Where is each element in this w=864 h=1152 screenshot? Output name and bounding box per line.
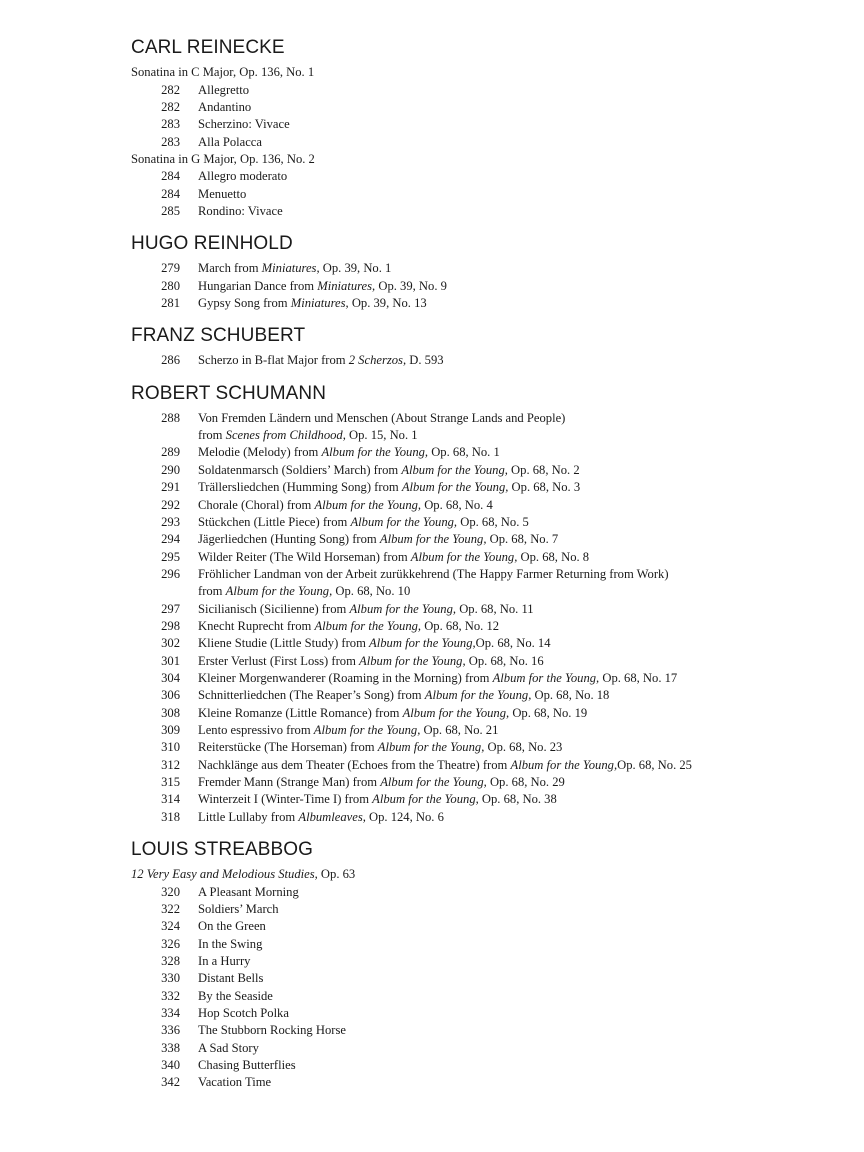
toc-entry bbox=[131, 531, 831, 548]
entry-title bbox=[198, 583, 410, 600]
page-number: 283 bbox=[161, 117, 180, 132]
title-text: Gypsy Song from bbox=[198, 296, 291, 311]
opus-number: Op. 39, No. 9 bbox=[375, 278, 447, 293]
opus-number: Op. 68, No. 25 bbox=[617, 757, 692, 772]
composer-section bbox=[131, 232, 831, 312]
toc-entry bbox=[131, 1074, 831, 1091]
title-text: Stückchen (Little Piece) from bbox=[198, 514, 351, 529]
entry-title: Chasing Butterflies bbox=[198, 1057, 296, 1072]
composer-name: ROBERT SCHUMANN bbox=[131, 382, 327, 404]
opus-number: Op. 68, No. 1 bbox=[428, 445, 500, 460]
source-work: Album for the Young, bbox=[314, 497, 422, 512]
source-work: Album for the Young, bbox=[313, 722, 421, 737]
page-number: 334 bbox=[161, 1005, 180, 1020]
page-number: 286 bbox=[161, 353, 180, 368]
entry-title bbox=[198, 791, 557, 808]
page-number: 336 bbox=[161, 1023, 180, 1038]
entry-title bbox=[198, 722, 498, 739]
toc-entry bbox=[131, 186, 831, 203]
toc-entry bbox=[131, 936, 831, 953]
opus-number: Op. 68, No. 21 bbox=[420, 722, 499, 737]
entry-title bbox=[198, 653, 544, 670]
page-number: 289 bbox=[161, 445, 180, 460]
entry-title: A Pleasant Morning bbox=[198, 884, 299, 899]
page-number: 298 bbox=[161, 618, 180, 633]
entry-title: Menuetto bbox=[198, 186, 247, 201]
opus-number: Op. 68, No. 14 bbox=[475, 636, 551, 651]
toc-entry bbox=[131, 953, 831, 970]
page-number: 282 bbox=[161, 99, 180, 114]
opus-number: Op. 15, No. 1 bbox=[345, 428, 418, 443]
page-number: 328 bbox=[161, 953, 180, 968]
source-work: Album for the Young, bbox=[369, 636, 476, 651]
entry-title bbox=[198, 444, 500, 461]
toc-entry bbox=[131, 352, 831, 369]
entry-title bbox=[198, 601, 534, 618]
title-text: Lento espressivo from bbox=[198, 722, 314, 737]
title-text: Knecht Ruprecht from bbox=[198, 618, 315, 633]
toc-entry bbox=[131, 601, 831, 618]
opus-number: Op. 124, No. 6 bbox=[365, 809, 444, 824]
toc-entry bbox=[131, 479, 831, 496]
entry-title: Scherzino: Vivace bbox=[198, 117, 290, 132]
title-text: March from bbox=[198, 261, 262, 276]
entry-title: The Stubborn Rocking Horse bbox=[198, 1023, 346, 1038]
toc-entry bbox=[131, 168, 831, 185]
source-work: Albumleaves, bbox=[298, 809, 366, 824]
composer-name: FRANZ SCHUBERT bbox=[131, 325, 306, 347]
opus-number: Op. 68, No. 8 bbox=[517, 549, 590, 564]
page-number: 302 bbox=[161, 636, 180, 651]
composer-section bbox=[131, 36, 831, 220]
toc-entry bbox=[131, 278, 831, 295]
opus-number: Op. 68, No. 19 bbox=[509, 705, 588, 720]
composer-section bbox=[131, 838, 831, 1092]
page-number: 315 bbox=[161, 775, 180, 789]
page-number: 330 bbox=[161, 971, 180, 986]
title-text: Schnitterliedchen (The Reaper’s Song) from bbox=[198, 688, 425, 703]
title-text: Kleine Romanze (Little Romance) from bbox=[198, 705, 403, 720]
composer-name: CARL REINECKE bbox=[131, 37, 285, 58]
opus-number: Op. 68, No. 2 bbox=[507, 462, 580, 477]
entry-title: In the Swing bbox=[198, 936, 263, 951]
opus-number: D. 593 bbox=[406, 353, 444, 368]
work-title: Sonatina in G Major, Op. 136, No. 2 bbox=[131, 151, 315, 166]
toc-entry bbox=[131, 791, 831, 808]
title-text: Sicilianisch (Sicilienne) from bbox=[198, 601, 350, 616]
opus-number: Op. 68, No. 12 bbox=[421, 618, 500, 633]
source-work: Miniatures, bbox=[317, 278, 376, 293]
source-work: Miniatures, bbox=[261, 261, 320, 276]
title-text: Scherzo in B-flat Major from bbox=[198, 353, 349, 368]
page-number: 288 bbox=[161, 410, 180, 425]
toc-entry bbox=[131, 988, 831, 1005]
source-work: Scenes from Childhood, bbox=[225, 428, 346, 443]
entry-continuation bbox=[131, 427, 831, 444]
source-work: Album for the Young, bbox=[424, 688, 532, 703]
entry-title bbox=[198, 774, 565, 791]
toc-entry bbox=[131, 722, 831, 739]
page-number: 322 bbox=[161, 901, 180, 916]
opus-number: Op. 68, No. 18 bbox=[531, 688, 610, 703]
entry-title bbox=[198, 618, 499, 635]
source-work: Miniatures, bbox=[290, 296, 349, 311]
entry-title: By the Seaside bbox=[198, 988, 273, 1003]
toc-entry bbox=[131, 774, 831, 791]
entry-continuation bbox=[131, 583, 831, 600]
toc-entry bbox=[131, 618, 831, 635]
title-text: Soldatenmarsch (Soldiers’ March) from bbox=[198, 462, 402, 477]
entry-title bbox=[198, 295, 427, 312]
toc-entry bbox=[131, 99, 831, 116]
entry-title: Rondino: Vivace bbox=[198, 204, 283, 219]
source-work: 2 Scherzos, bbox=[348, 353, 407, 368]
work-title: Sonatina in C Major, Op. 136, No. 1 bbox=[131, 65, 315, 79]
entry-title: Allegretto bbox=[198, 82, 250, 97]
opus-number: Op. 68, No. 11 bbox=[456, 601, 534, 616]
title-text: Fremder Mann (Strange Man) from bbox=[198, 775, 381, 789]
toc-entry bbox=[131, 1005, 831, 1022]
page-number: 280 bbox=[161, 278, 180, 293]
page-number: 279 bbox=[161, 261, 180, 276]
title-text: Jägerliedchen (Hunting Song) from bbox=[198, 532, 380, 547]
page-number: 285 bbox=[161, 204, 180, 219]
composer-section bbox=[131, 382, 831, 826]
opus-number: Op. 39, No. 13 bbox=[348, 296, 427, 311]
opus-number: Op. 68, No. 29 bbox=[486, 775, 565, 789]
title-text: Nachklänge aus dem Theater (Echoes from the Theatre) from bbox=[198, 757, 511, 772]
page-number: 293 bbox=[161, 514, 180, 529]
toc-entry bbox=[131, 566, 831, 583]
title-text: Erster Verlust (First Loss) from bbox=[198, 653, 360, 668]
toc-entry bbox=[131, 1022, 831, 1039]
title-text: Kliene Studie (Little Study) from bbox=[198, 636, 370, 651]
entry-title bbox=[198, 757, 692, 774]
entry-title bbox=[198, 549, 589, 566]
page-number: 292 bbox=[161, 497, 180, 512]
source-work: Album for the Young, bbox=[401, 462, 508, 477]
toc-entry bbox=[131, 970, 831, 987]
title-text: Winterzeit I (Winter-Time I) from bbox=[198, 792, 373, 807]
work-title-opus: Op. 63 bbox=[317, 867, 356, 882]
toc-entry bbox=[131, 1040, 831, 1057]
page-number: 340 bbox=[161, 1057, 180, 1072]
source-work: Album for the Young, bbox=[410, 549, 518, 564]
page-number: 290 bbox=[161, 462, 180, 477]
page-number: 320 bbox=[161, 884, 180, 899]
toc-entry bbox=[131, 635, 831, 652]
entry-title: Andantino bbox=[198, 99, 252, 114]
source-work: Album for the Young, bbox=[350, 514, 458, 529]
title-text: from bbox=[198, 428, 226, 443]
entry-title: A Sad Story bbox=[198, 1040, 259, 1055]
entry-title: Hop Scotch Polka bbox=[198, 1005, 289, 1020]
page-number: 310 bbox=[161, 740, 180, 755]
page-number: 318 bbox=[161, 809, 180, 824]
toc-entry bbox=[131, 295, 831, 312]
opus-number: Op. 68, No. 38 bbox=[478, 792, 557, 807]
entry-title bbox=[198, 809, 444, 826]
entry-title: Vacation Time bbox=[198, 1075, 272, 1090]
entry-title bbox=[198, 462, 580, 479]
toc-entry bbox=[131, 444, 831, 461]
toc-entry bbox=[131, 739, 831, 756]
toc-entry bbox=[131, 260, 831, 277]
page-number: 297 bbox=[161, 601, 180, 616]
work-title-italic: 12 Very Easy and Melodious Studies, bbox=[131, 867, 318, 882]
page-number: 314 bbox=[161, 792, 180, 807]
page-number: 301 bbox=[161, 653, 180, 668]
toc-entry bbox=[131, 687, 831, 704]
title-text: Kleiner Morgenwanderer (Roaming in the Morning) from bbox=[198, 670, 493, 685]
entry-title bbox=[198, 670, 677, 687]
page-number: 338 bbox=[161, 1040, 180, 1055]
page-number: 342 bbox=[161, 1075, 180, 1090]
source-work: Album for the Young, bbox=[359, 653, 466, 668]
source-work: Album for the Young, bbox=[402, 705, 510, 720]
source-work: Album for the Young, bbox=[225, 584, 333, 599]
toc-entry bbox=[131, 705, 831, 722]
opus-number: Op. 68, No. 10 bbox=[332, 584, 411, 599]
toc-entry bbox=[131, 116, 831, 133]
page-number: 294 bbox=[161, 532, 180, 547]
entry-title: Fröhlicher Landman von der Arbeit zurükkehrend (The Happy Farmer Returning from Work) bbox=[198, 566, 669, 581]
source-work: Album for the Young, bbox=[372, 792, 479, 807]
toc-entry bbox=[131, 901, 831, 918]
page-number: 304 bbox=[161, 670, 180, 685]
source-work: Album for the Young, bbox=[321, 445, 429, 460]
toc-entry bbox=[131, 497, 831, 514]
entry-title bbox=[198, 278, 447, 295]
title-text: Little Lullaby from bbox=[198, 809, 299, 824]
entry-title bbox=[198, 352, 444, 369]
opus-number: Op. 68, No. 16 bbox=[465, 653, 544, 668]
composer-name: HUGO REINHOLD bbox=[131, 233, 293, 255]
page-number: 284 bbox=[161, 186, 180, 201]
composer-section bbox=[131, 324, 831, 369]
page-number: 306 bbox=[161, 688, 180, 703]
source-work: Album for the Young, bbox=[510, 757, 618, 772]
toc-entry bbox=[131, 884, 831, 901]
title-text: Reiterstücke (The Horseman) from bbox=[198, 740, 378, 755]
entry-title: On the Green bbox=[198, 919, 266, 934]
page-number: 312 bbox=[161, 757, 180, 772]
source-work: Album for the Young, bbox=[401, 480, 509, 495]
entry-title bbox=[198, 260, 391, 277]
toc-entry bbox=[131, 1057, 831, 1074]
toc-entry bbox=[131, 82, 831, 99]
entry-title bbox=[198, 687, 609, 704]
page-number: 308 bbox=[161, 705, 180, 720]
page-number: 324 bbox=[161, 919, 180, 934]
opus-number: Op. 68, No. 4 bbox=[421, 497, 493, 512]
title-text: Hungarian Dance from bbox=[198, 278, 318, 293]
entry-title: Von Fremden Ländern und Menschen (About Strange Lands and People) bbox=[198, 410, 566, 425]
entry-title bbox=[198, 531, 558, 548]
entry-title bbox=[198, 705, 587, 722]
table-of-contents bbox=[131, 36, 831, 1104]
entry-title: In a Hurry bbox=[198, 953, 251, 968]
toc-entry bbox=[131, 134, 831, 151]
source-work: Album for the Young, bbox=[380, 775, 487, 789]
title-text: from bbox=[198, 584, 226, 599]
toc-entry bbox=[131, 670, 831, 687]
toc-entry bbox=[131, 653, 831, 670]
entry-title bbox=[198, 514, 529, 531]
title-text: Melodie (Melody) from bbox=[198, 445, 322, 460]
page-number: 284 bbox=[161, 169, 180, 184]
opus-number: Op. 68, No. 23 bbox=[484, 740, 563, 755]
entry-title: Allegro moderato bbox=[198, 169, 288, 184]
toc-entry bbox=[131, 462, 831, 479]
toc-entry bbox=[131, 410, 831, 427]
opus-number: Op. 39, No. 1 bbox=[319, 261, 392, 276]
opus-number: Op. 68, No. 3 bbox=[508, 480, 581, 495]
page-number: 291 bbox=[161, 480, 180, 495]
title-text: Wilder Reiter (The Wild Horseman) from bbox=[198, 549, 411, 564]
source-work: Album for the Young, bbox=[377, 740, 485, 755]
entry-title bbox=[198, 635, 551, 652]
title-text: Trällersliedchen (Humming Song) from bbox=[198, 480, 402, 495]
toc-entry bbox=[131, 549, 831, 566]
composer-name: LOUIS STREABBOG bbox=[131, 839, 314, 861]
toc-entry bbox=[131, 918, 831, 935]
work-title bbox=[131, 866, 831, 884]
source-work: Album for the Young, bbox=[379, 532, 487, 547]
opus-number: Op. 68, No. 5 bbox=[457, 514, 529, 529]
toc-entry bbox=[131, 514, 831, 531]
source-work: Album for the Young, bbox=[314, 618, 422, 633]
entry-title bbox=[198, 739, 562, 756]
source-work: Album for the Young, bbox=[492, 670, 600, 685]
source-work: Album for the Young, bbox=[349, 601, 457, 616]
entry-title bbox=[198, 497, 493, 514]
page-number: 332 bbox=[161, 988, 180, 1003]
opus-number: Op. 68, No. 7 bbox=[486, 532, 559, 547]
entry-title: Distant Bells bbox=[198, 971, 264, 986]
toc-entry bbox=[131, 203, 831, 220]
title-text: Chorale (Choral) from bbox=[198, 497, 315, 512]
page-number: 296 bbox=[161, 566, 180, 581]
page-number: 282 bbox=[161, 82, 180, 97]
entry-title bbox=[198, 479, 580, 496]
entry-title: Soldiers’ March bbox=[198, 901, 279, 916]
page-number: 283 bbox=[161, 134, 180, 149]
page-number: 281 bbox=[161, 296, 180, 311]
page-number: 309 bbox=[161, 722, 180, 737]
page-number: 295 bbox=[161, 549, 180, 564]
toc-entry bbox=[131, 809, 831, 826]
opus-number: Op. 68, No. 17 bbox=[599, 670, 678, 685]
page-number: 326 bbox=[161, 936, 180, 951]
toc-entry bbox=[131, 757, 831, 774]
entry-title: Alla Polacca bbox=[198, 134, 262, 149]
entry-title bbox=[198, 427, 418, 444]
